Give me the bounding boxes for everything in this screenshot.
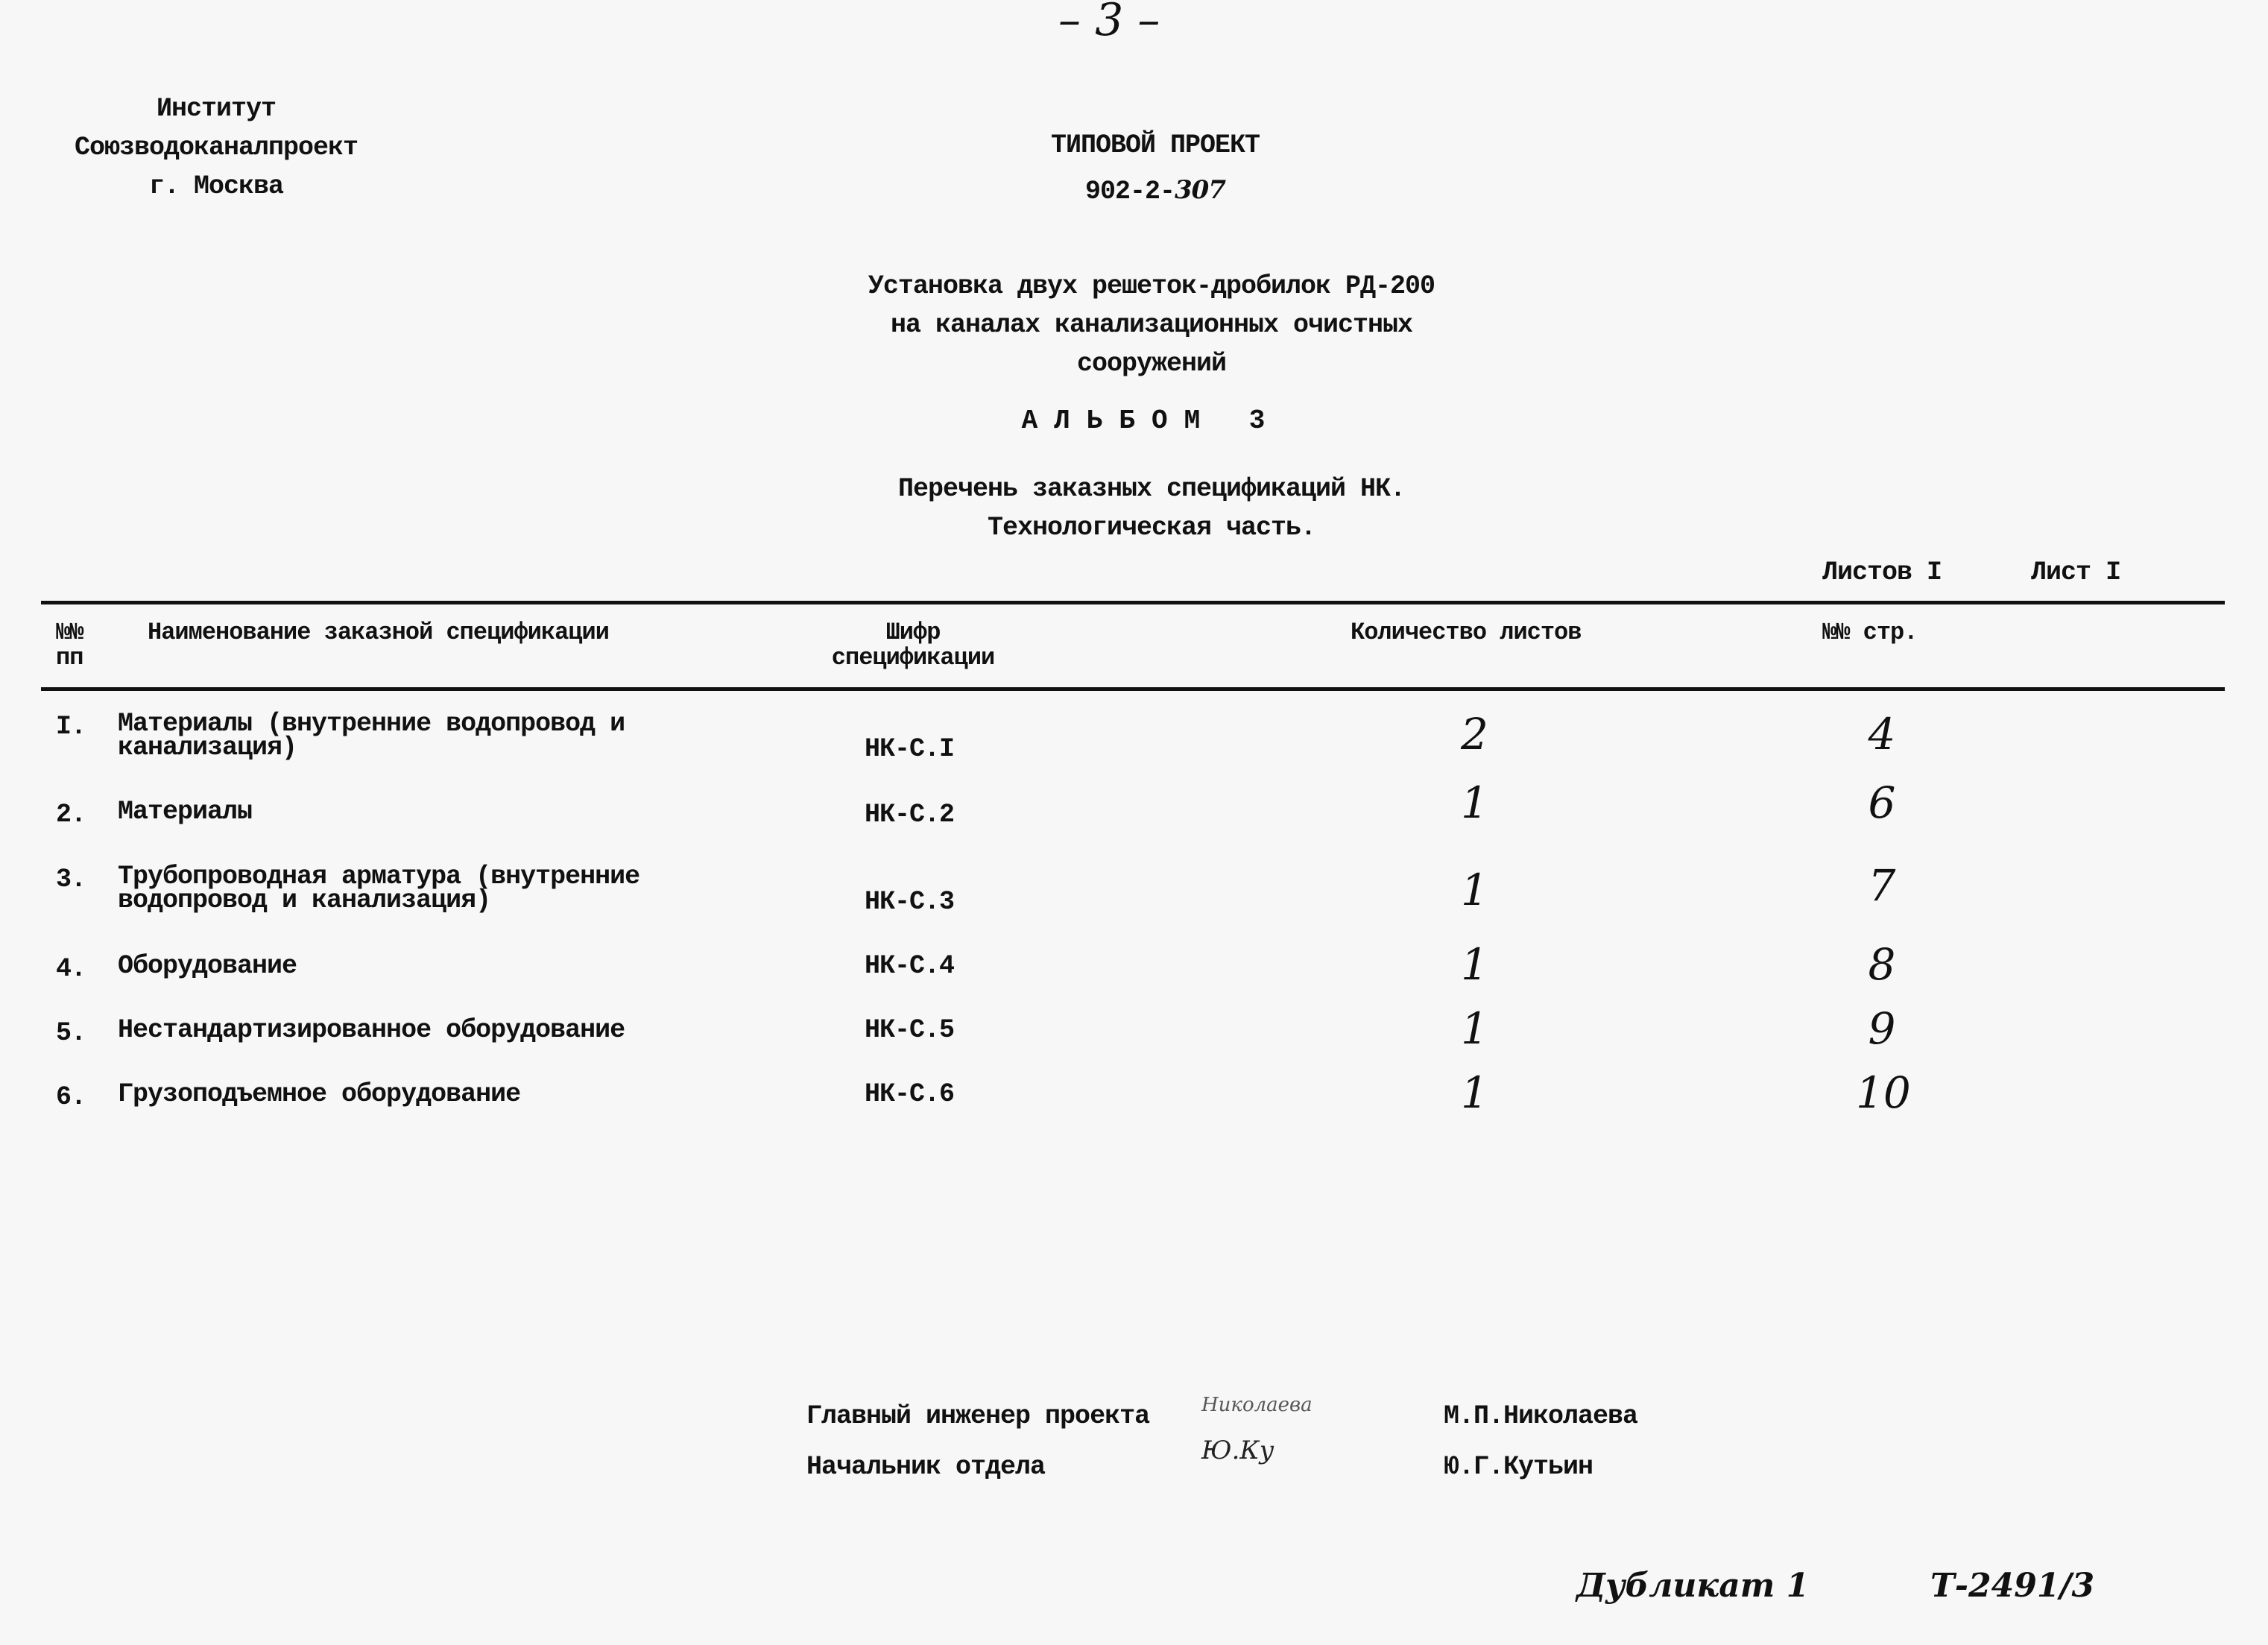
row-number: 3. (56, 865, 86, 894)
row-name (118, 951, 297, 981)
header-name: Наименование заказной спецификации (148, 619, 609, 646)
row-count: 1 (1461, 939, 1488, 990)
header-code (812, 620, 1014, 671)
row-page: 8 (1868, 939, 1896, 990)
sheets-meta (1822, 558, 2195, 587)
row-count: 2 (1461, 709, 1488, 760)
institute-city: г. Москва (148, 171, 284, 201)
header-number-line1: №№ (56, 619, 83, 646)
subtitle-line: Перечень заказных спецификаций НК. (897, 474, 1406, 504)
sheets-total: Листов I (1822, 558, 1942, 587)
row-page: 10 (1856, 1067, 1911, 1118)
row-count: 1 (1461, 777, 1488, 828)
header-count: Количество листов (1351, 619, 1582, 646)
signature-row (806, 1436, 1701, 1497)
header-number (56, 620, 83, 671)
header-code-line1: Шифр (885, 619, 941, 646)
project-code-handwritten: 307 (1175, 175, 1225, 205)
row-code: НК-С.I (865, 734, 955, 764)
institute-label: Институт (156, 94, 277, 124)
row-code: НК-С.5 (865, 1015, 955, 1045)
row-code: НК-С.3 (865, 887, 955, 917)
row-count: 1 (1461, 1003, 1488, 1054)
row-number: 6. (56, 1082, 86, 1112)
row-number: I. (56, 712, 86, 742)
row-page: 9 (1868, 1003, 1896, 1054)
sheet-current: Лист I (2031, 558, 2121, 587)
document-code: Т-2491/3 (1930, 1567, 2095, 1605)
row-name-line1: Трубопроводная арматура (внутренние (118, 862, 640, 891)
row-name-line1: Материалы (118, 797, 253, 827)
row-name-line1: Нестандартизированное оборудование (118, 1015, 625, 1045)
header-page: №№ стр. (1822, 619, 1918, 646)
header-code-line2: спецификации (831, 644, 995, 672)
signature-name: Ю.Г.Кутьин (1444, 1452, 1593, 1482)
project-header (932, 123, 1379, 214)
row-code: НК-С.4 (865, 951, 955, 981)
row-name-line1: Материалы (внутренние водопровод и (118, 709, 625, 739)
institute-block (60, 89, 373, 206)
project-code-typed: 902-2- (1084, 177, 1175, 206)
duplicate-stamp: Дубликат 1 (1576, 1567, 1810, 1605)
project-code (932, 168, 1379, 214)
row-count: 1 (1461, 865, 1488, 915)
row-name-line2: водопровод и канализация) (118, 885, 491, 915)
document-title (820, 267, 1483, 383)
row-name (118, 862, 640, 915)
row-count: 1 (1461, 1067, 1488, 1118)
title-line: на каналах канализационных очистных (890, 310, 1413, 340)
header-number-line2: пп (56, 644, 83, 672)
signature-role: Главный инженер проекта (806, 1401, 1150, 1431)
title-line: Установка двух решеток-дробилок РД-200 (868, 271, 1435, 301)
handwritten-signature: Николаева (1201, 1394, 1313, 1416)
row-page: 7 (1868, 860, 1896, 911)
handwritten-signature: Ю.Ку (1201, 1436, 1274, 1465)
page-number: – 3 – (1058, 0, 1160, 46)
row-number: 5. (56, 1018, 86, 1048)
album-heading: АЛЬБОМ 3 (1021, 405, 1282, 436)
row-name (118, 709, 625, 762)
table-header-rule (41, 687, 2225, 691)
row-name (118, 1015, 625, 1045)
table-top-rule (41, 601, 2225, 604)
subtitle-line: Технологическая часть. (987, 513, 1316, 543)
row-number: 2. (56, 800, 86, 830)
row-code: НК-С.2 (865, 800, 955, 830)
row-page: 6 (1868, 777, 1896, 828)
document-subtitle (820, 470, 1483, 547)
row-number: 4. (56, 954, 86, 984)
row-name (118, 797, 253, 827)
row-name (118, 1079, 521, 1109)
title-line: сооружений (1076, 349, 1227, 379)
signature-name: М.П.Николаева (1444, 1401, 1638, 1431)
row-page: 4 (1868, 709, 1896, 760)
row-code: НК-С.6 (865, 1079, 955, 1109)
signature-role: Начальник отдела (806, 1452, 1046, 1482)
row-name-line2: канализация) (118, 733, 297, 762)
row-name-line1: Оборудование (118, 951, 297, 981)
project-type: ТИПОВОЙ ПРОЕКТ (1050, 130, 1260, 160)
row-name-line1: Грузоподъемное оборудование (118, 1079, 521, 1109)
institute-name: Союзводоканалпроект (74, 133, 358, 162)
